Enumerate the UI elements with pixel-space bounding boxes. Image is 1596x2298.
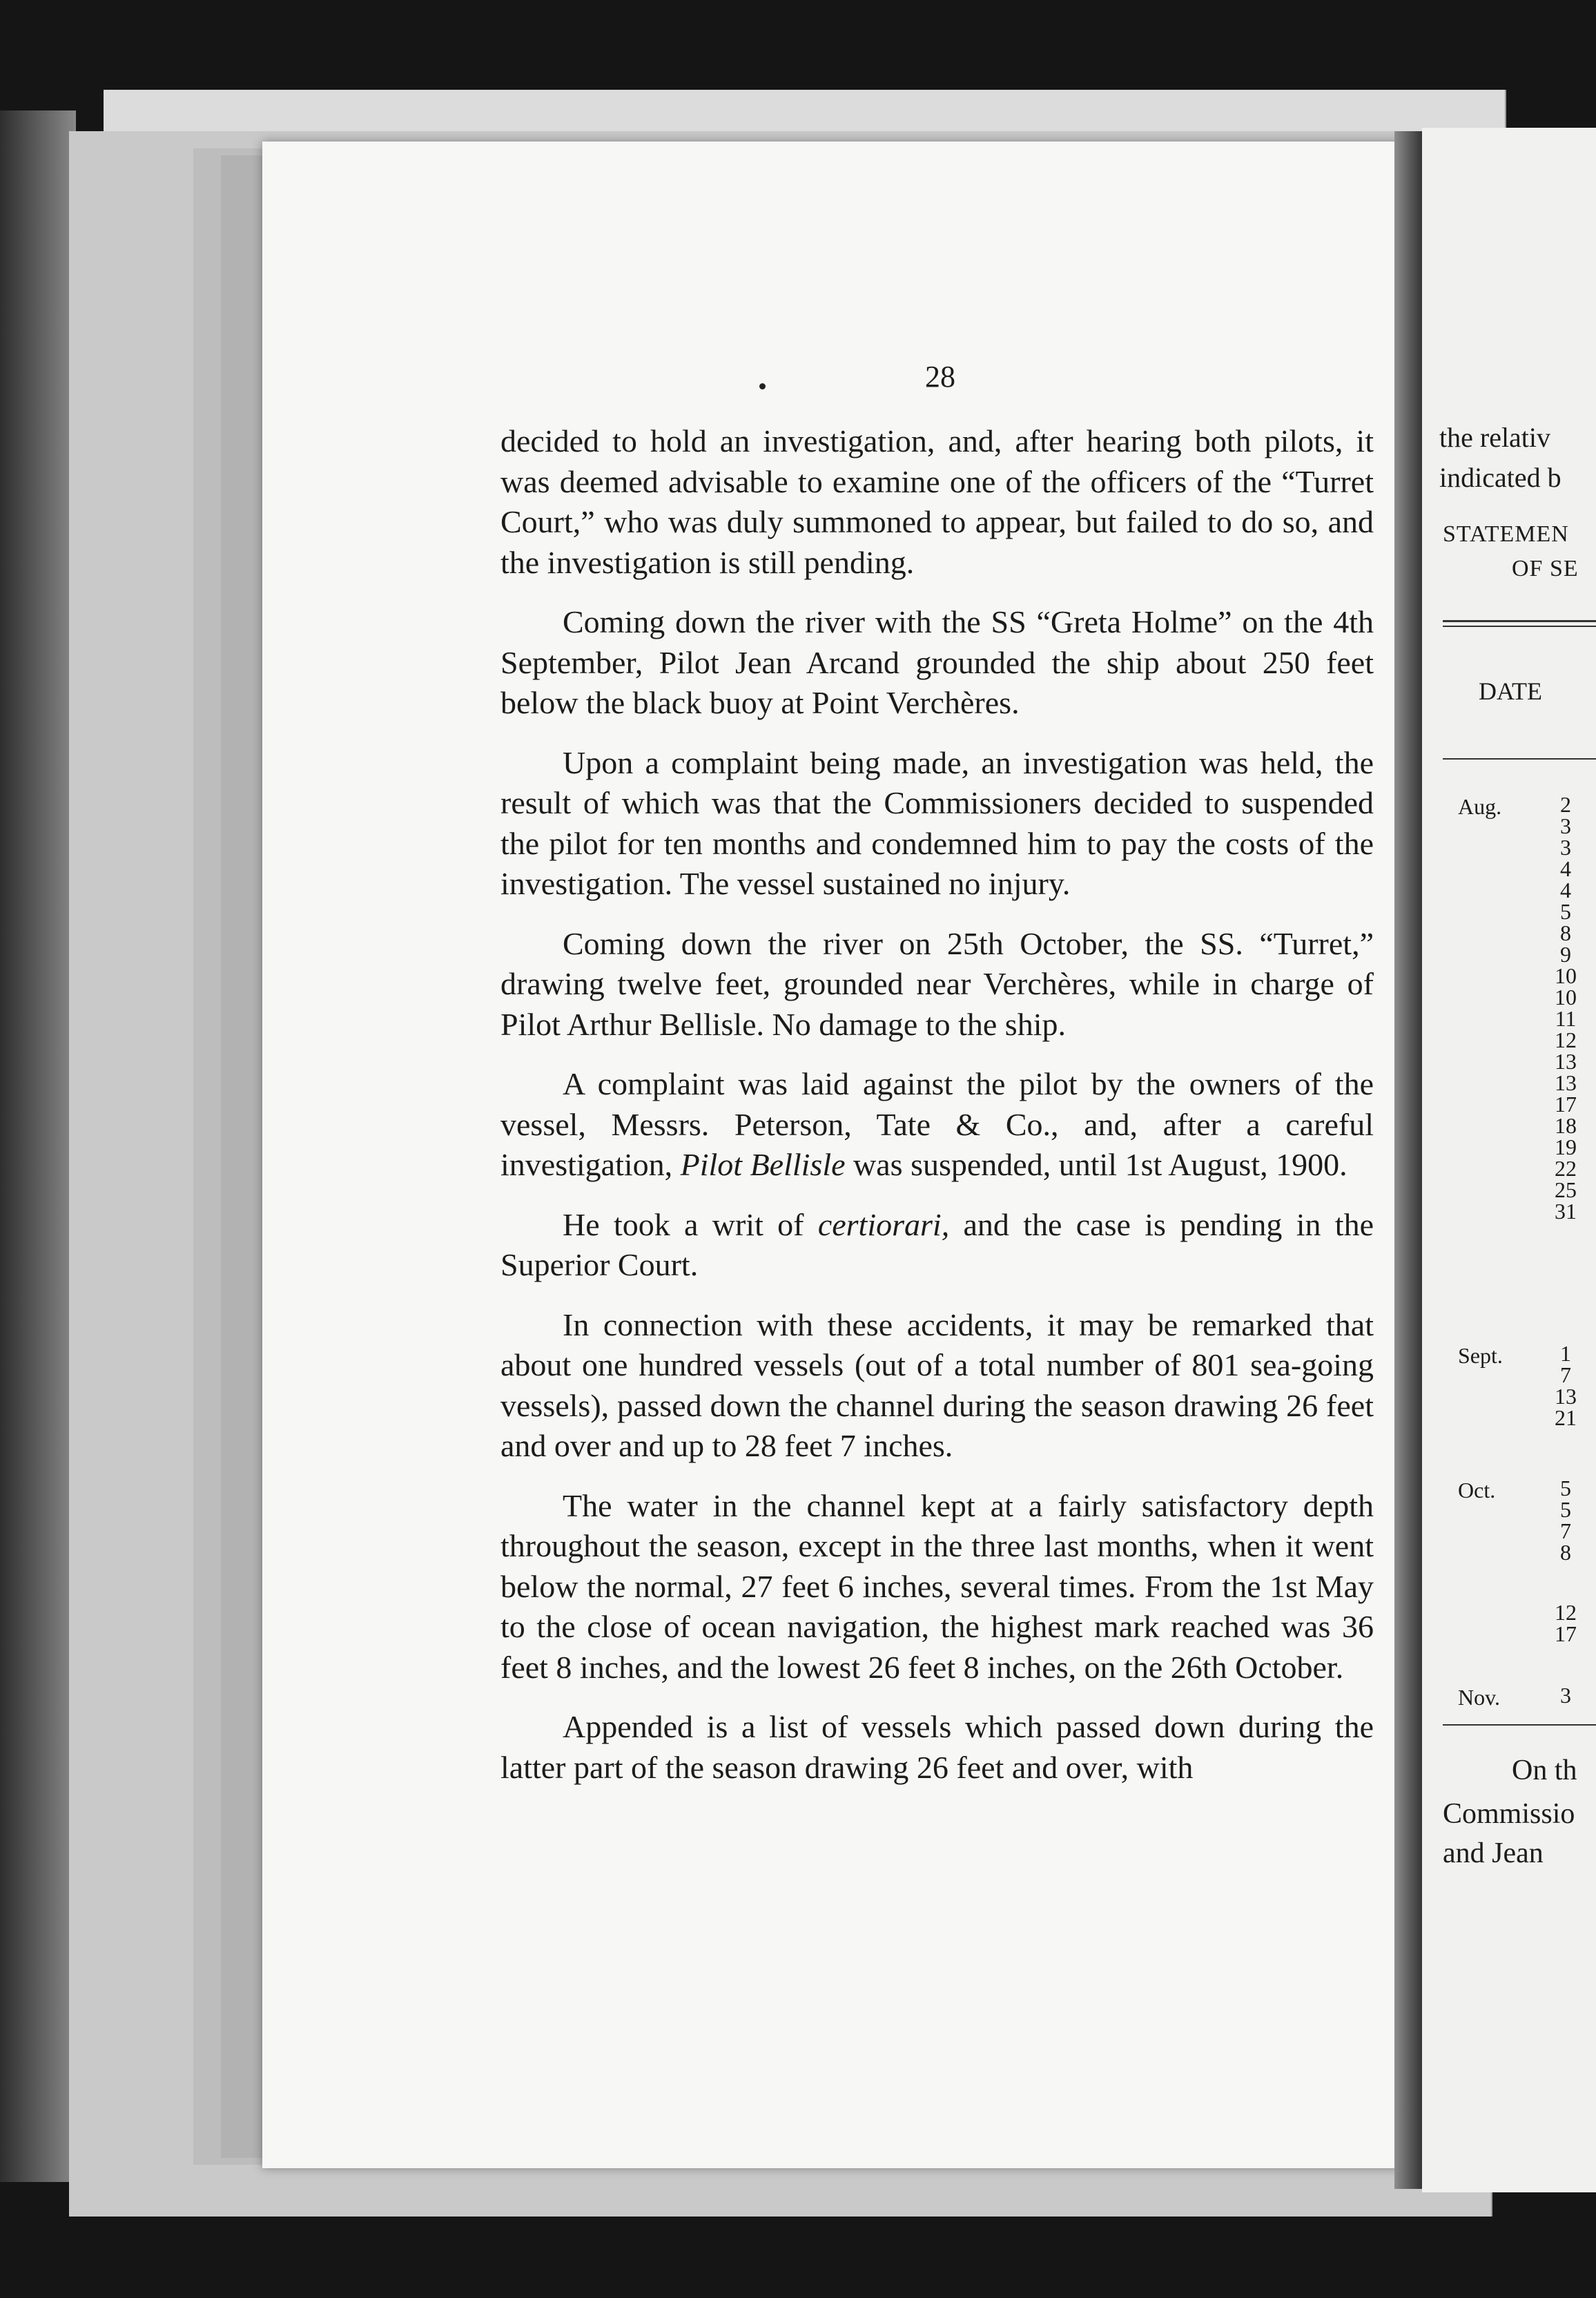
- table-rule: [1443, 626, 1596, 627]
- day-value: 5: [1560, 1497, 1571, 1522]
- day-value: 12: [1555, 1027, 1577, 1052]
- month-label: Aug.: [1458, 794, 1502, 819]
- page-number: 28: [925, 360, 955, 394]
- day-value: 7: [1560, 1362, 1571, 1387]
- paragraph: Coming down the river with the SS “Greta Holme” on the 4th September, Pilot Jean Arcand grounded the ship about 250 feet below the black buoy at Point Verchères.: [500, 604, 1374, 720]
- day-value: 4: [1560, 878, 1571, 902]
- paragraph: Upon a complaint being made, an investigation was held, the result of which was that the Commissioners decided to suspended the pilot for ten months and condemned him to pay the costs of the investigation. The vessel sustained no injury.: [500, 744, 1374, 901]
- day-value: 19: [1555, 1134, 1577, 1159]
- paragraph: [500, 1205, 1374, 1286]
- day-value: 5: [1560, 899, 1571, 924]
- day-value: 17: [1555, 1621, 1577, 1646]
- table-rule: [1443, 1724, 1596, 1726]
- paragraph: [500, 1064, 1374, 1186]
- day-value: 3: [1560, 813, 1571, 838]
- paragraph-text: A complaint was laid against the pilot by the owners of the vessel, Messrs. Peterson, Tate & Co., and, after a careful investigation,: [500, 1066, 1374, 1182]
- month-label: Oct.: [1458, 1478, 1496, 1503]
- day-value: 25: [1555, 1177, 1577, 1202]
- day-value: 8: [1560, 920, 1571, 945]
- day-value: 8: [1560, 1540, 1571, 1565]
- day-value: 22: [1555, 1156, 1577, 1181]
- day-value: 17: [1555, 1092, 1577, 1117]
- day-value: 1: [1560, 1341, 1571, 1366]
- paragraph-text: and the case is pending in the Superior Court.: [500, 1206, 1374, 1282]
- paragraph-text: was suspended, until 1st August, 1900.: [845, 1147, 1347, 1182]
- day-value: 13: [1555, 1384, 1577, 1409]
- day-value: 13: [1555, 1049, 1577, 1074]
- right-page-line: indicated b: [1439, 462, 1561, 493]
- column-header-date: DATE: [1479, 677, 1542, 705]
- day-value: 2: [1560, 792, 1571, 817]
- right-page-line: On th: [1512, 1755, 1577, 1786]
- month-label: Nov.: [1458, 1685, 1501, 1710]
- day-value: 18: [1555, 1113, 1577, 1138]
- table-heading: OF SE: [1512, 556, 1579, 581]
- day-value: 3: [1560, 1683, 1571, 1708]
- table-heading: STATEMEN: [1443, 521, 1569, 547]
- day-value: 21: [1555, 1405, 1577, 1430]
- day-value: 3: [1560, 835, 1571, 860]
- italic-text: Pilot Bellisle: [680, 1147, 846, 1182]
- month-label: Sept.: [1458, 1343, 1503, 1368]
- day-value: 10: [1555, 985, 1577, 1010]
- book-binding-edge: [0, 110, 76, 2182]
- day-value: 11: [1555, 1006, 1577, 1031]
- day-value: 10: [1555, 963, 1577, 988]
- day-value: 5: [1560, 1476, 1571, 1500]
- day-value: 31: [1555, 1199, 1577, 1224]
- right-page-line: the relativ: [1439, 422, 1551, 453]
- day-value: 13: [1555, 1070, 1577, 1095]
- day-value: 4: [1560, 856, 1571, 881]
- paragraph-text: He took a writ of: [563, 1206, 818, 1242]
- table-rule: [1443, 620, 1596, 622]
- right-page-line: Commissio: [1443, 1798, 1575, 1830]
- paragraph: The water in the channel kept at a fairly satisfactory depth throughout the season, except in the three last months, when it went below the normal, 27 feet 6 inches, several times. From the 1st May to the close of ocean navigation, the highest mark reached was 36 feet 8 inches, and the lowest 26 feet 8 inches, on the 26th October.: [500, 1487, 1374, 1685]
- day-value: 9: [1560, 942, 1571, 967]
- day-value: 7: [1560, 1518, 1571, 1543]
- paragraph: decided to hold an investigation, and, after hearing both pilots, it was deemed advisable to examine one of the officers of the “Turret Court,” who was duly summoned to appear, but failed to do so, and the investigation is still pending.: [500, 423, 1374, 580]
- paragraph: Coming down the river on 25th October, the SS. “Turret,” drawing twelve feet, grounded near Verchères, while in charge of Pilot Arthur Bellisle. No damage to the ship.: [500, 925, 1374, 1042]
- day-value: 12: [1555, 1600, 1577, 1625]
- page-body-text: [500, 421, 1374, 1807]
- ink-dot: [759, 383, 766, 389]
- right-page-line: and Jean: [1443, 1837, 1544, 1869]
- paragraph: Appended is a list of vessels which passed down during the latter part of the season drawing 26 feet and over, with: [500, 1709, 1374, 1785]
- italic-text: certiorari,: [817, 1206, 950, 1242]
- table-rule: [1443, 758, 1596, 760]
- paragraph: In connection with these accidents, it may be remarked that about one hundred vessels (out of a total number of 801 sea-going vessels), passed down the channel during the season drawing 26 feet and over and up to 28 feet 7 inches.: [500, 1306, 1374, 1463]
